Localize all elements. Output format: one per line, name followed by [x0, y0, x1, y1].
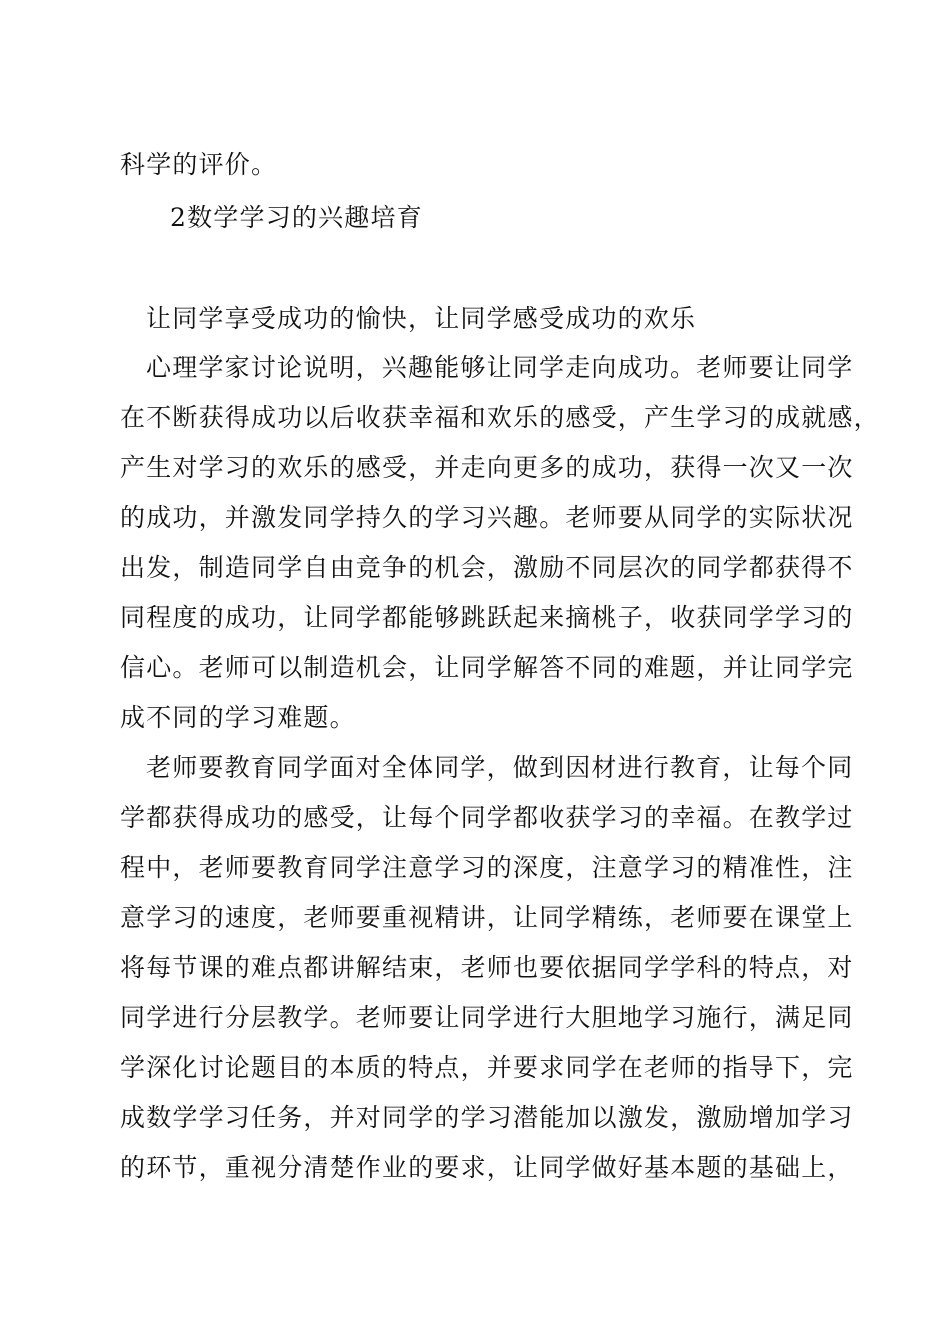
- paragraph-line: 成数学学习任务，并对同学的学习潜能加以激发，激励增加学习: [120, 1103, 854, 1132]
- paragraph-line: 科学的评价。: [120, 150, 278, 179]
- paragraph-line: 程中，老师要教育同学注意学习的深度，注意学习的精准性，注: [120, 853, 854, 882]
- subheading: 让同学享受成功的愉快，让同学感受成功的欢乐: [146, 304, 697, 333]
- paragraph-line: 学深化讨论题目的本质的特点，并要求同学在老师的指导下，完: [120, 1053, 854, 1082]
- paragraph-line: 同学进行分层教学。老师要让同学进行大胆地学习施行，满足同: [120, 1003, 854, 1032]
- section-heading: 2数学学习的兴趣培育: [170, 203, 423, 232]
- paragraph-line: 出发，制造同学自由竞争的机会，激励不同层次的同学都获得不: [120, 553, 854, 582]
- paragraph-line: 老师要教育同学面对全体同学，做到因材进行教育，让每个同: [146, 753, 854, 782]
- paragraph-line: 成不同的学习难题。: [120, 703, 356, 732]
- paragraph-line: 学都获得成功的感受，让每个同学都收获学习的幸福。在教学过: [120, 803, 854, 832]
- paragraph-line: 心理学家讨论说明，兴趣能够让同学走向成功。老师要让同学: [146, 353, 854, 382]
- paragraph-line: 的成功，并激发同学持久的学习兴趣。老师要从同学的实际状况: [120, 503, 854, 532]
- paragraph-line: 在不断获得成功以后收获幸福和欢乐的感受，产生学习的成就感，: [120, 403, 880, 432]
- paragraph-line: 产生对学习的欢乐的感受，并走向更多的成功，获得一次又一次: [120, 453, 854, 482]
- paragraph-line: 意学习的速度，老师要重视精讲，让同学精练，老师要在课堂上: [120, 903, 854, 932]
- paragraph-line: 信心。老师可以制造机会，让同学解答不同的难题，并让同学完: [120, 653, 854, 682]
- paragraph-line: 同程度的成功，让同学都能够跳跃起来摘桃子，收获同学学习的: [120, 603, 854, 632]
- paragraph-line: 将每节课的难点都讲解结束，老师也要依据同学学科的特点，对: [120, 953, 854, 982]
- paragraph-line: 的环节，重视分清楚作业的要求，让同学做好基本题的基础上，: [120, 1153, 854, 1182]
